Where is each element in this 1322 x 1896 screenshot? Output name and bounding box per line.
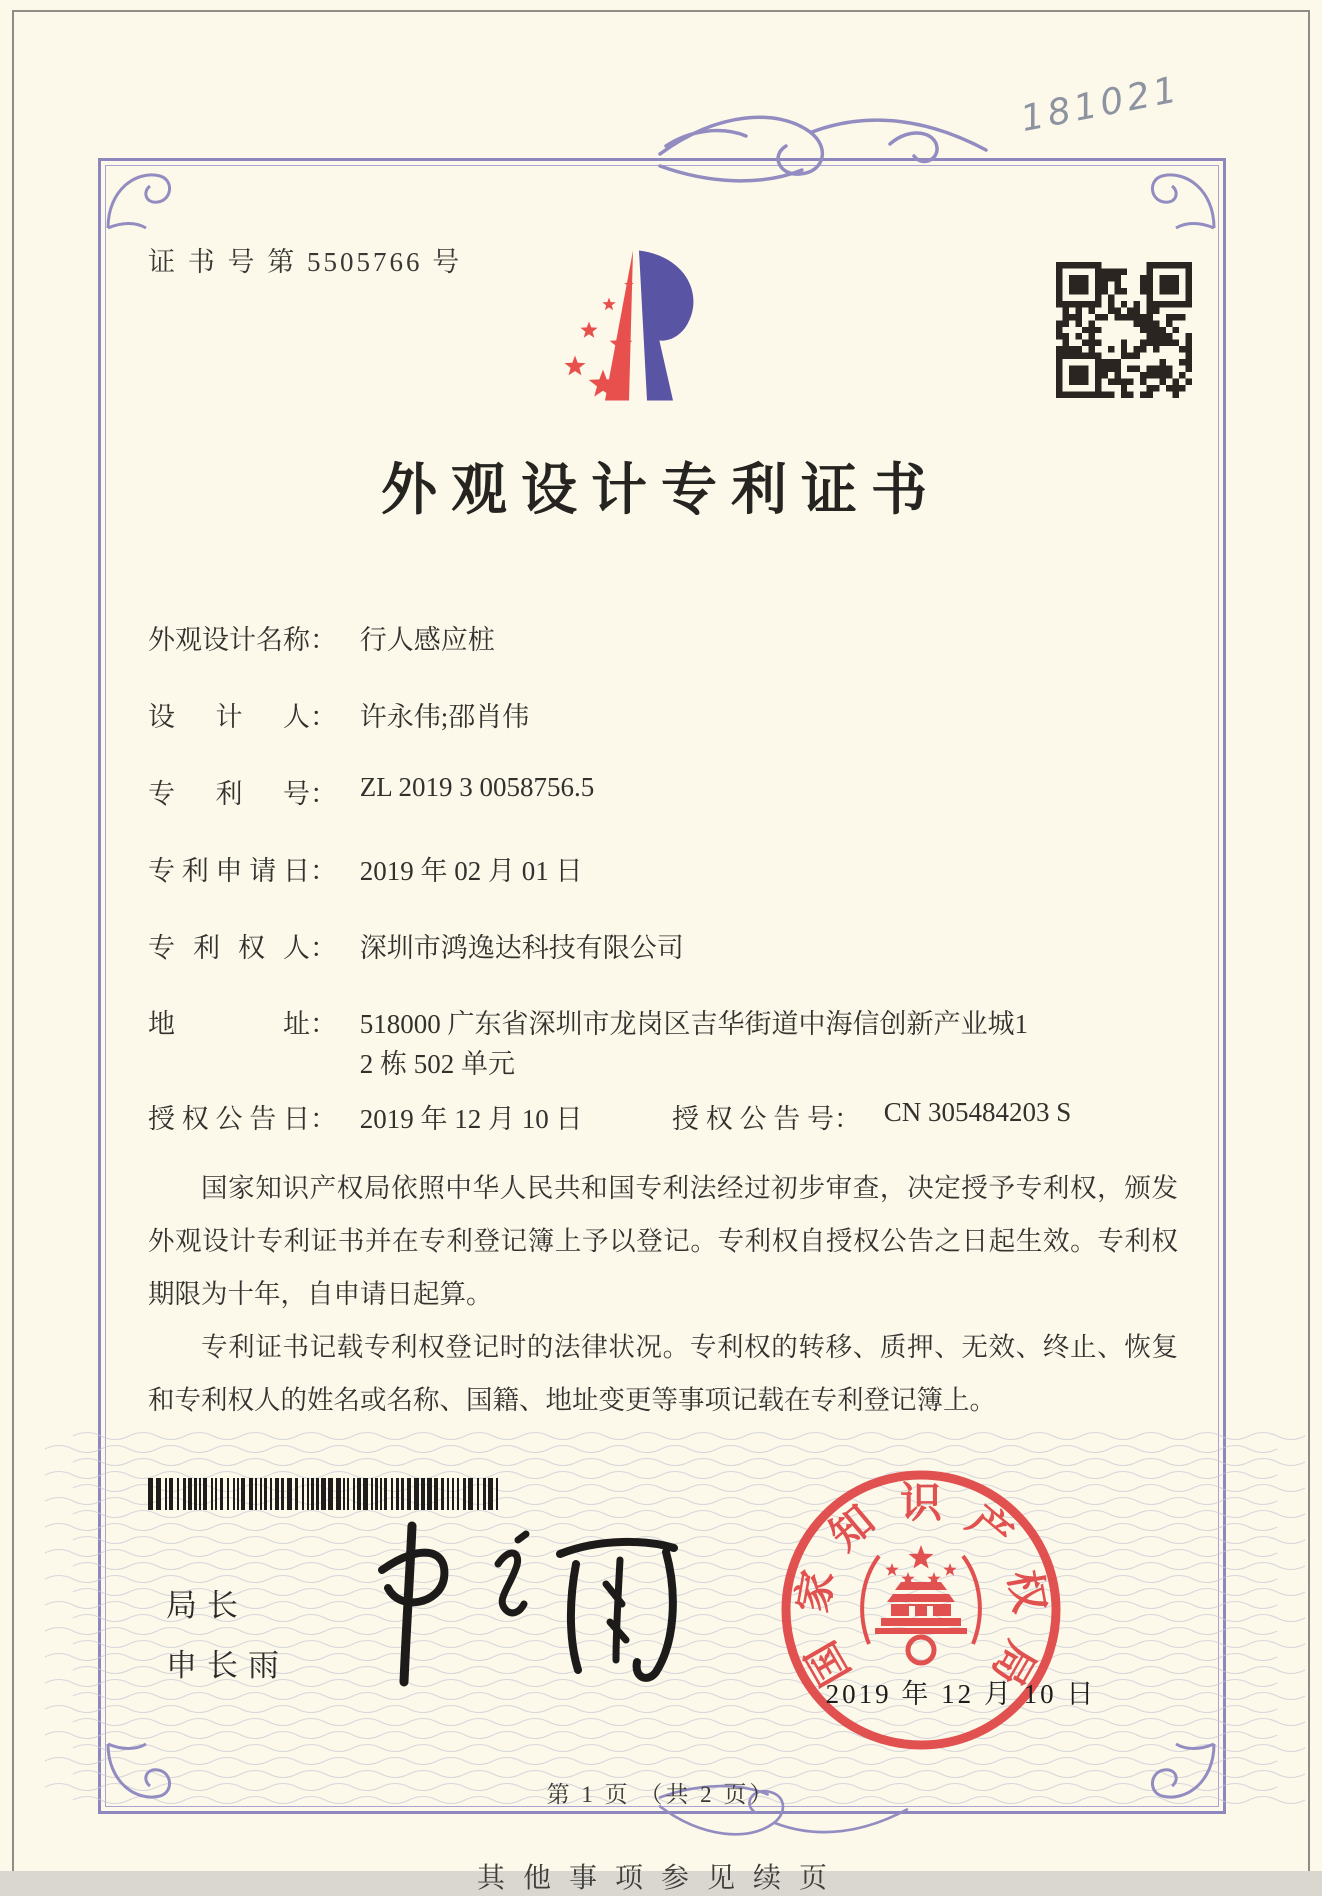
svg-text:家: 家 [790,1566,843,1617]
cutoff-footer-note: 其他事项参见续页 [476,1863,845,1894]
field-colon: ： [310,702,337,732]
barcode [146,1478,502,1510]
field-colon: ： [310,1009,337,1039]
field-value: ZL 2019 3 0058756.5 [359,772,595,802]
field-value: CN 305484203 S [883,1097,1072,1127]
director-signature [348,1512,698,1702]
svg-text:识: 识 [899,1481,943,1527]
field-design-name [148,618,495,657]
field-label: 专利号 [148,779,310,809]
field-patent-number [148,772,594,811]
svg-text:权: 权 [999,1566,1052,1617]
frame-corner-ornament-top-left [102,162,176,236]
field-colon: ： [310,779,337,809]
field-designer [148,695,529,734]
certificate-title: 外观设计专利证书 [381,460,941,522]
field-colon: ： [310,1104,337,1134]
field-colon: ： [310,856,337,886]
frame-ornament-top [330,92,990,204]
field-patentee [148,926,684,965]
field-application-date [148,849,583,888]
svg-text:知: 知 [822,1497,884,1560]
svg-text:国: 国 [798,1633,860,1693]
field-colon: ： [310,933,337,963]
address-line-1: 518000 广东省深圳市龙岗区吉华街道中海信创新产业城1 [359,1009,1028,1039]
field-value: 行人感应桩 [359,625,495,655]
svg-text:产: 产 [958,1497,1020,1560]
seal-national-emblem [862,1545,980,1663]
field-label: 专利权人 [148,933,310,963]
legal-text [148,1162,1178,1427]
svg-text:局: 局 [982,1633,1044,1693]
legal-paragraph-1: 国家知识产权局依照中华人民共和国专利法经过初步审查，决定授予专利权，颁发外观设计专利证书并在专利登记簿上予以登记。专利权自授权公告之日起生效。专利权期限为十年，自申请日起算。 [148,1173,1178,1309]
field-label: 外观设计名称 [148,625,310,655]
field-value: 许永伟;邵肖伟 [359,702,530,732]
seal-date: 2019 年 12 月 10 日 [825,1679,1097,1709]
certificate-number: 证 书 号 第 5505766 号 [148,247,463,277]
legal-paragraph-2: 专利证书记载专利权登记时的法律状况。专利权的转移、质押、无效、终止、恢复和专利权人的姓名或名称、国籍、地址变更等事项记载在专利登记簿上。 [148,1332,1178,1415]
frame-corner-ornament-top-right [1146,162,1220,236]
field-value: 深圳市鸿逸达科技有限公司 [359,933,684,963]
field-label: 专利申请日 [148,856,310,886]
field-label: 授权公告号 [672,1104,834,1134]
field-label: 授权公告日 [148,1104,310,1134]
official-seal [771,1458,1071,1758]
field-label: 设计人 [148,702,310,732]
handwritten-note: 181021 [1017,68,1184,141]
field-grant-number [672,1097,1071,1136]
field-value: 2019 年 02 月 01 日 [359,856,583,886]
field-value: 2019 年 12 月 10 日 [359,1104,583,1134]
field-grant-date [148,1097,583,1136]
logo-red-stem [605,251,633,401]
signatory-name: 申长雨 [166,1648,289,1683]
field-label: 地址 [148,1009,310,1039]
signatory-title: 局长 [166,1588,248,1623]
address-line-2: 2 栋 502 单元 [359,1049,515,1079]
field-address [148,1004,1028,1084]
field-colon: ： [834,1104,861,1134]
field-colon: ： [310,625,337,655]
page-number: 第 1 页 （共 2 页） [546,1782,776,1807]
qr-code [1056,262,1192,398]
cnipa-logo [545,246,715,411]
logo-blue-bowl [639,251,693,341]
